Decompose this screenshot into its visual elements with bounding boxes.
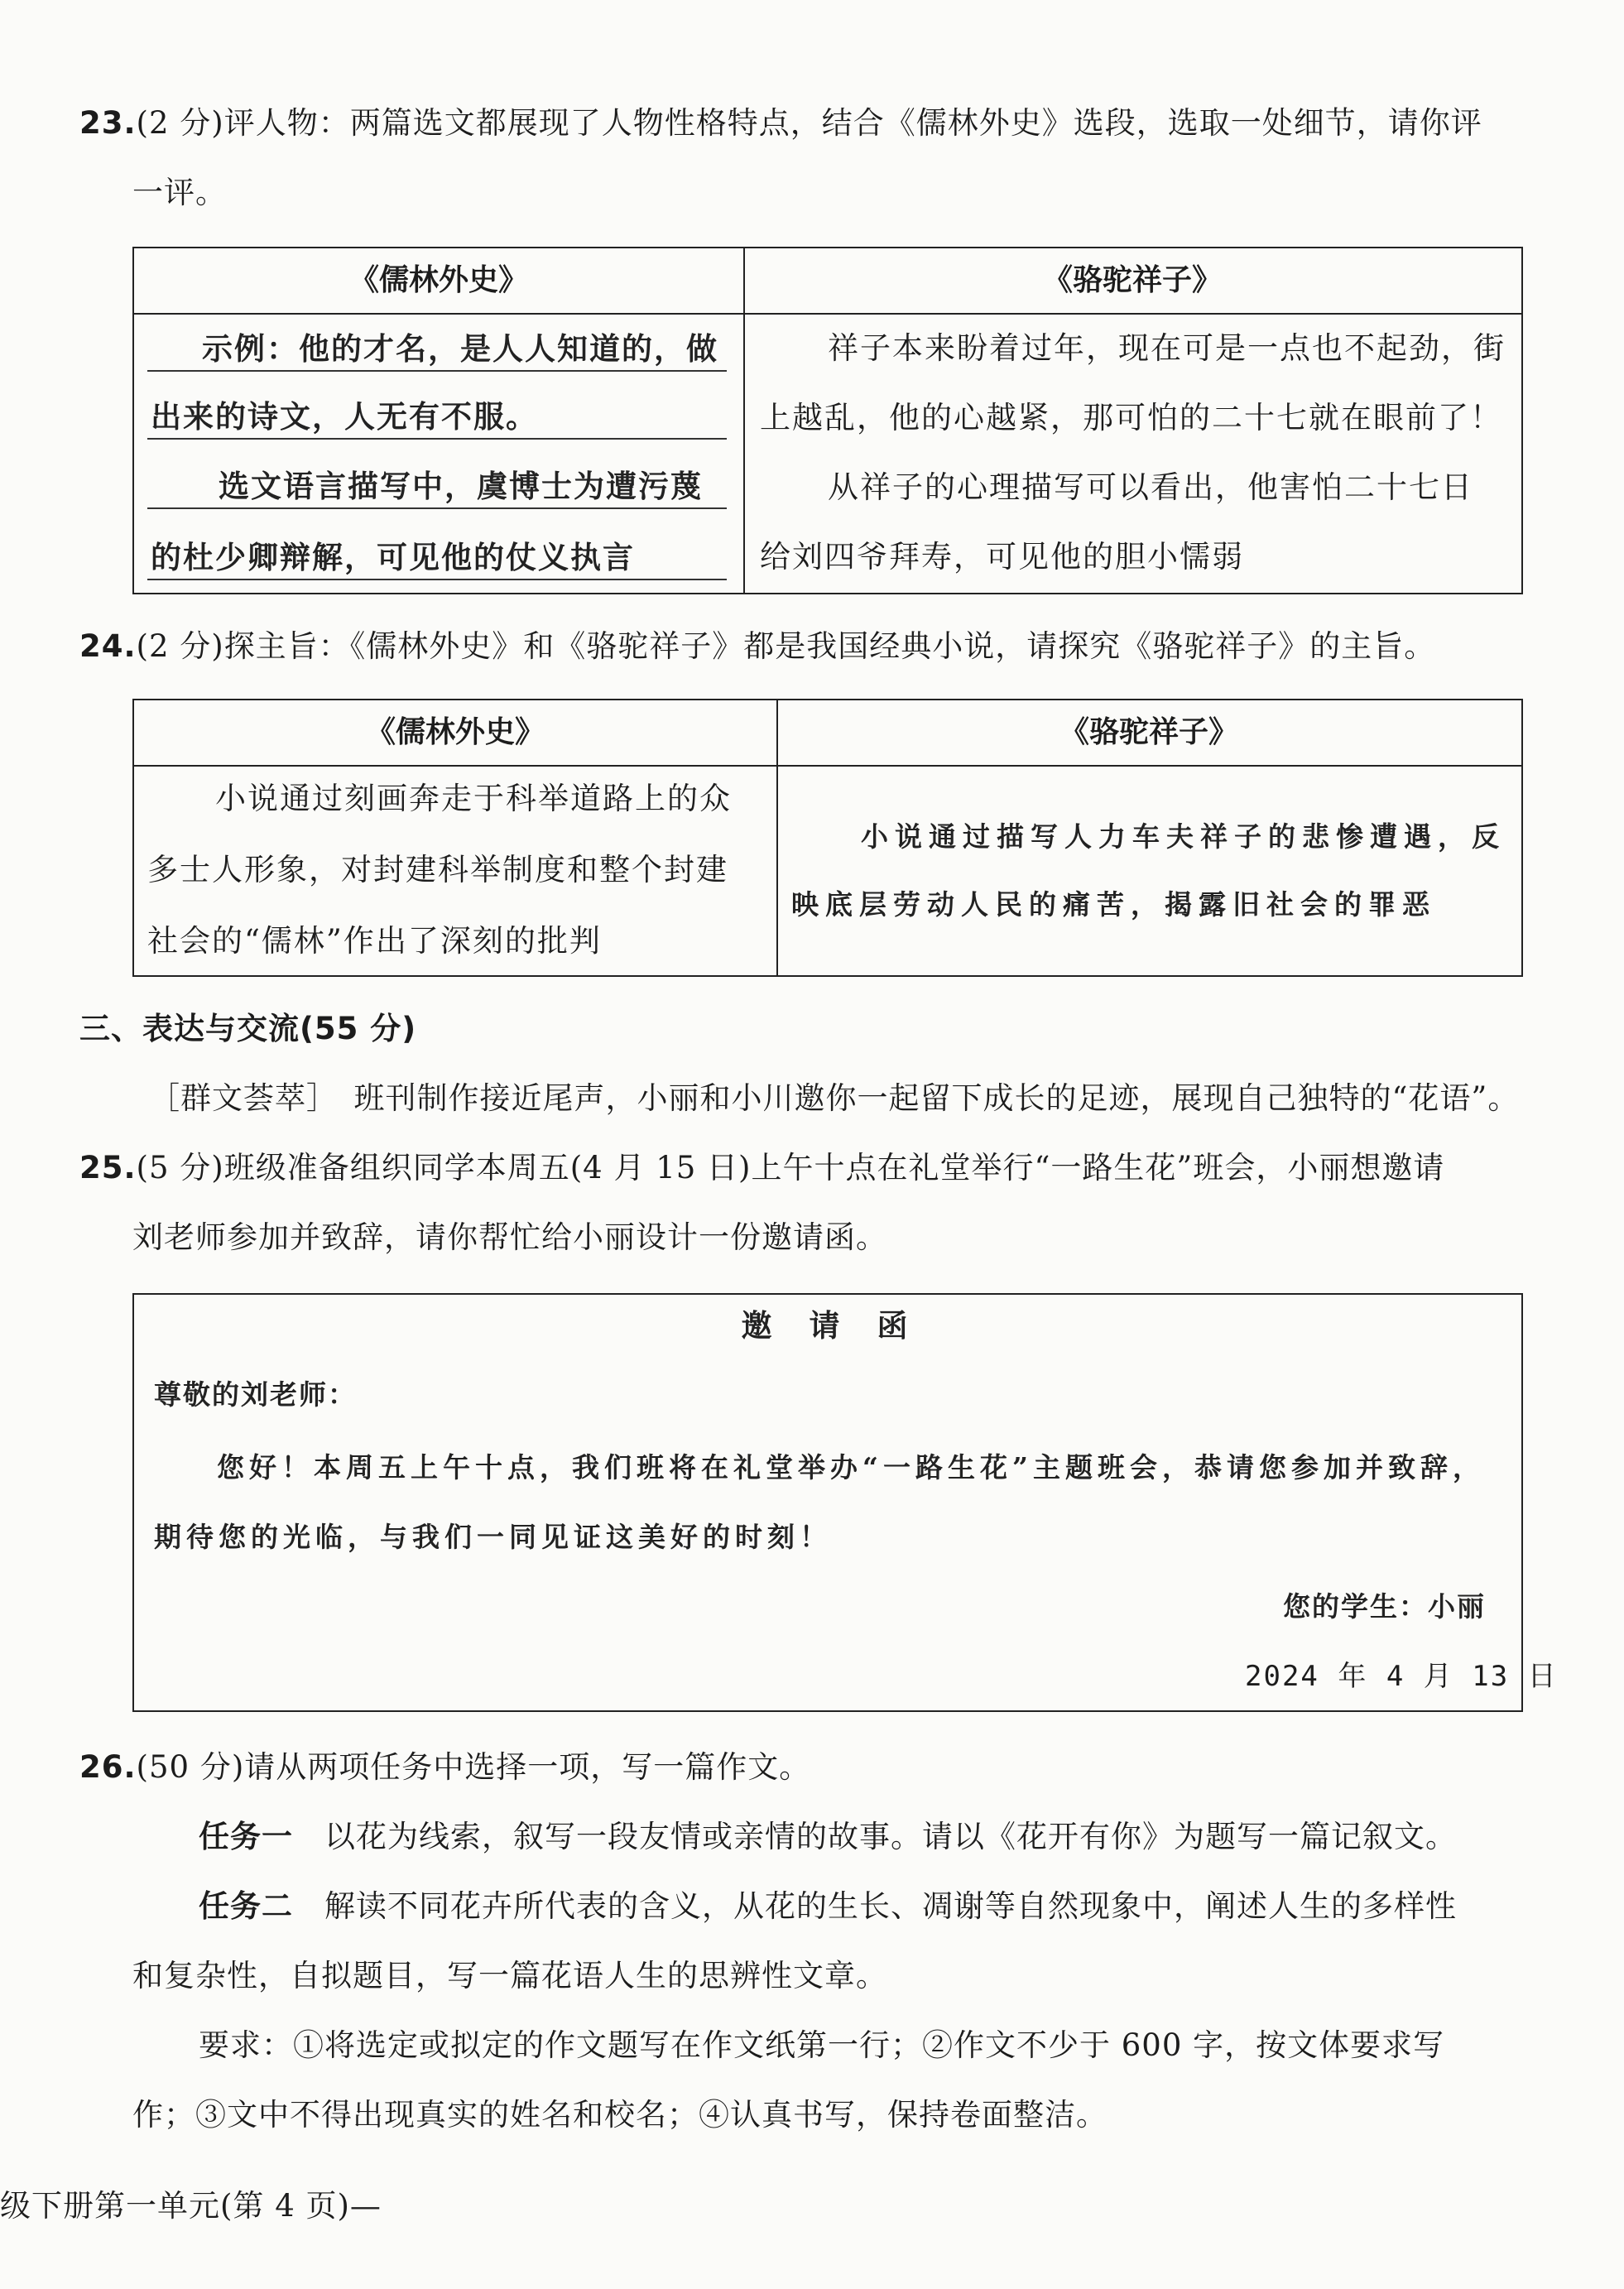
letter-body-line: 您好！本周五上午十点，我们班将在礼堂举办“一路生花”主题班会，恭请您参加并致辞，	[217, 1451, 1485, 1484]
q24-col2-header: 《骆驼祥子》	[1059, 715, 1238, 749]
task1-label: 任务一	[199, 1819, 293, 1854]
letter-body-line: 期待您的光临，与我们一同见证这美好的时刻！	[154, 1521, 832, 1553]
q24-col1-header: 《儒林外史》	[365, 715, 545, 749]
q25-number: 25.	[79, 1150, 137, 1185]
q25-line2: 刘老师参加并致辞，请你帮忙给小丽设计一份邀请函。	[132, 1219, 887, 1255]
q26-requirements-line2: 作；③文中不得出现真实的姓名和校名；④认真书写，保持卷面整洁。	[132, 2097, 1107, 2133]
q24-col1-line: 社会的“儒林”作出了深刻的批判	[147, 923, 602, 959]
page-footer: 级下册第一单元(第 4 页)—	[0, 2188, 382, 2224]
task2-label: 任务二	[199, 1888, 293, 1924]
letter-date: 2024 年 4 月 13 日	[1245, 1660, 1558, 1693]
q23-col2-line: 给刘四爷拜寿，可见他的胆小懦弱	[760, 539, 1244, 575]
q23-answer-line: 示例：他的才名，是人人知道的，做	[202, 330, 718, 367]
letter-signature: 您的学生：小丽	[1283, 1590, 1486, 1623]
q23-number: 23.	[79, 105, 137, 141]
q23-answer-line: 出来的诗文，人无有不服。	[151, 398, 538, 435]
q26-number: 26.	[79, 1749, 137, 1785]
q26-task2: 任务二 解读不同花卉所代表的含义，从花的生长、凋谢等自然现象中，阐述人生的多样性	[199, 1888, 1457, 1924]
section3-intro-tag: ［群文荟萃］	[149, 1080, 323, 1116]
q24-col1-line: 多士人形象，对封建科举制度和整个封建	[147, 852, 728, 887]
q25-line1: 25.(5 分)班级准备组织同学本周五(4 月 15 日)上午十点在礼堂举行“一路生花”班会，小丽想邀请	[79, 1150, 1445, 1185]
q24-col1-line: 小说通过刻画奔走于科举道路上的众	[215, 781, 732, 816]
q23-col2-line: 上越乱，他的心越紧，那可怕的二十七就在眼前了！	[760, 400, 1502, 435]
q23-col1-header: 《儒林外史》	[348, 263, 528, 297]
invitation-letter-box	[132, 1293, 1523, 1712]
q26-requirements-line1: 要求：①将选定或拟定的作文题写在作文纸第一行；②作文不少于 600 字，按文体要求写	[199, 2027, 1445, 2063]
section3-title: 三、表达与交流(55 分)	[79, 1011, 417, 1046]
section3-intro: ［群文荟萃］ 班刊制作接近尾声，小丽和小川邀你一起留下成长的足迹，展现自己独特的“花语”。	[149, 1080, 1520, 1116]
q24-answer-line: 映底层劳动人民的痛苦，揭露旧社会的罪恶	[791, 888, 1436, 921]
q23-line2: 一评。	[132, 175, 227, 210]
q23-col2-line: 从祥子的心理描写可以看出，他害怕二十七日	[828, 469, 1473, 505]
q23-col2-header: 《骆驼祥子》	[1042, 263, 1222, 297]
q23-answer-line: 的杜少卿辩解，可见他的仗义执言	[151, 539, 635, 575]
q23-col2-line: 祥子本来盼着过年，现在可是一点也不起劲，街	[828, 330, 1506, 366]
letter-salutation: 尊敬的刘老师：	[154, 1378, 357, 1411]
q26-task1: 任务一 以花为线索，叙写一段友情或亲情的故事。请以《花开有你》为题写一篇记叙文。	[199, 1819, 1457, 1854]
q23-answer-line: 选文语言描写中，虞博士为遭污蔑	[219, 468, 703, 504]
q24-line1: 24.(2 分)探主旨：《儒林外史》和《骆驼祥子》都是我国经典小说，请探究《骆驼祥子》的主旨。	[79, 628, 1436, 664]
q23-line1: 23.(2 分)评人物：两篇选文都展现了人物性格特点，结合《儒林外史》选段，选取一处细节，请你评	[79, 105, 1482, 141]
q24-number: 24.	[79, 628, 137, 664]
q24-answer-line: 小说通过描写人力车夫祥子的悲惨遭遇，反	[861, 820, 1506, 853]
q26-task2-line2: 和复杂性，自拟题目，写一篇花语人生的思辨性文章。	[132, 1958, 887, 1993]
q26-line1: 26.(50 分)请从两项任务中选择一项，写一篇作文。	[79, 1749, 811, 1785]
letter-title: 邀 请 函	[741, 1307, 911, 1344]
